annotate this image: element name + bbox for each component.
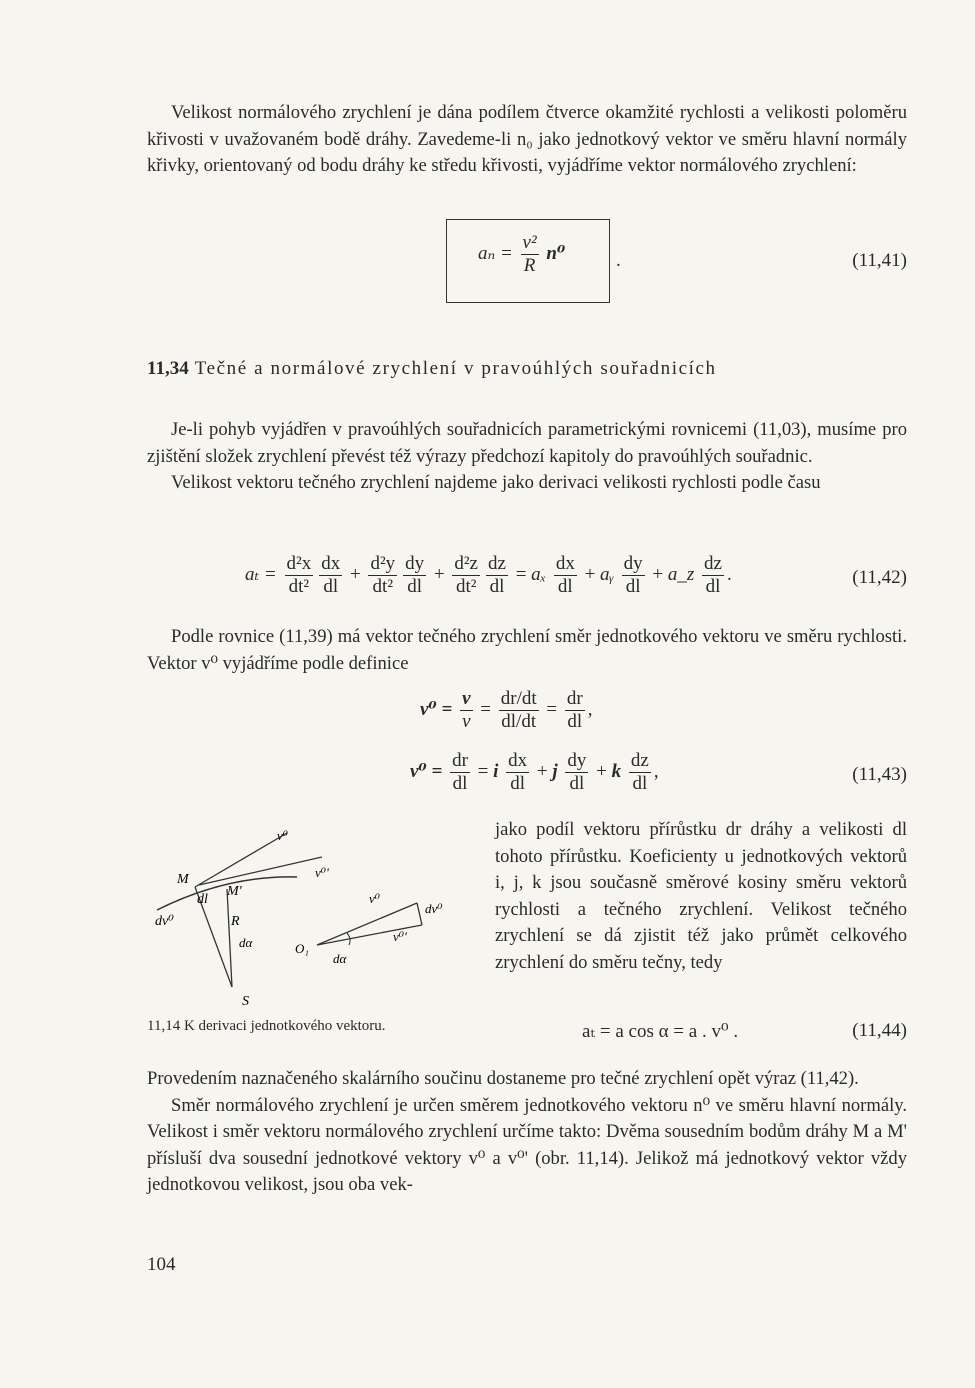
eq42-t3d: dt² <box>455 576 477 597</box>
eq41-den: R <box>523 255 536 276</box>
paragraph-6-text: Směr normálového zrychlení je určen směrem jednotkového vektoru n⁰ ve směru hlavní normály. Velikost i směr vektoru normálového zrychlení určíme takto: Dvěma sousedním bodům dráhy M a M' přísluší dva sousední jednotkové vektory v⁰ a v⁰' (obr. 11,14). Jelikož má jednotkový vektor vždy jednotkovou velikost, jsou oba vek- <box>147 1094 907 1195</box>
eq42-t1 <box>285 553 314 598</box>
eq42-number: (11,42) <box>852 567 907 588</box>
figure-label-small-v0p: v⁰' <box>393 929 407 944</box>
paragraph-4-text: Podle rovnice (11,39) má vektor tečného zrychlení směr jednotkového vektoru ve směru rychlosti. Vektor v⁰ vyjádříme podle definice <box>147 626 907 674</box>
eq43b-j: j <box>552 760 558 782</box>
eq43a-f2 <box>499 688 539 733</box>
figure-label-v0p: v⁰' <box>315 865 329 880</box>
eq42-t2b <box>403 553 426 598</box>
figure-vector-v0p <box>199 857 322 885</box>
eq43a-f3n: dr <box>566 688 583 709</box>
eq43b-kn: dz <box>630 750 649 771</box>
eq42-t3bd: dl <box>489 576 505 597</box>
eq43b-k: k <box>611 760 622 782</box>
eq42-r3d: dl <box>705 576 721 597</box>
eq41-frac <box>521 232 539 277</box>
equation-11-43b: v⁰ = $\frac{dr}{dl}$ = i $\frac{dx}{dl}$ + j $\frac{dy}{dl}$ + k $\frac{dz}{dl}$ , <box>410 750 659 794</box>
eq42-r1n: dx <box>555 553 575 574</box>
eq42-t3n: d²z <box>454 553 478 574</box>
eq43b-lhs: v⁰ = <box>410 760 443 782</box>
equation-11-41 <box>478 232 565 277</box>
eq43b-kd: dl <box>632 773 648 794</box>
eq43a-f3d: dl <box>567 711 583 732</box>
eq43a-f2d: dl/dt <box>501 711 537 732</box>
eq43b-jn: dy <box>567 750 587 771</box>
eq41-lhs: aₙ = <box>478 242 513 264</box>
eq43b-fj <box>565 750 588 795</box>
equation-11-43a: v⁰ = $\frac{v}{v}$ = $\frac{dr/dt}{dl/dt}$ = $\frac{dr}{dl}$ , <box>420 688 593 732</box>
eq41-num: v² <box>522 232 537 253</box>
eq42-ax: aₓ <box>531 563 547 585</box>
eq42-lhs: aₜ = <box>245 563 277 585</box>
paragraph-5 <box>147 1066 907 1199</box>
paragraph-2 <box>147 417 907 497</box>
eq42-t1bd: dl <box>323 576 339 597</box>
eq43b-fk <box>629 750 651 795</box>
eq42-t2 <box>368 553 397 598</box>
eq43a-f1n: v <box>462 688 471 709</box>
eq42-t1d: dt² <box>288 576 310 597</box>
figure-label-M: M <box>177 872 189 887</box>
figure-small-dv0 <box>417 903 422 925</box>
eq43b-in: dx <box>508 750 528 771</box>
eq42-r1d: dl <box>557 576 573 597</box>
eq43b-fi <box>506 750 529 795</box>
eq42-t3b <box>486 553 508 598</box>
figure-label-small-v0: v⁰ <box>369 891 380 906</box>
eq43b-f1n: dr <box>452 750 468 771</box>
eq41-dot: . <box>616 250 621 271</box>
eq43a-f1 <box>460 688 472 733</box>
figure-label-R: R <box>231 914 240 929</box>
eq42-t1b <box>319 553 342 598</box>
eq41-number: (11,41) <box>852 250 907 271</box>
eq42-t3bn: dz <box>488 553 506 574</box>
figure-label-dl: dl <box>197 892 208 907</box>
figure-radius-2 <box>227 889 232 987</box>
eq43a-f1d: v <box>462 711 471 732</box>
figure-label-Mp: M' <box>227 884 242 899</box>
section-title: Tečné a normálové zrychlení v pravoúhlých souřadnicích <box>194 358 717 379</box>
figure-label-v0: v⁰ <box>277 828 288 843</box>
paragraph-5-text: Provedením naznačeného skalárního součinu dostaneme pro tečné zrychlení opět výraz (11,42). <box>147 1068 859 1089</box>
eq42-ay: aᵧ <box>600 563 614 585</box>
figure-label-S: S <box>242 994 249 1009</box>
figure-label-O1: O₁ <box>295 941 309 956</box>
section-number: 11,34 <box>147 358 189 379</box>
eq43b-id: dl <box>510 773 526 794</box>
figure-side-text: jako podíl vektoru přírůstku dr dráhy a velikosti dl tohoto přírůstku. Koeficienty u jednotkových vektorů i, j, k jsou současně směrové kosiny směru vektorů rychlosti a tečného zrychlení. Velikost tečného zrychlení se dá zjistit též jako průmět celkového zrychlení do směru tečny, tedy <box>495 819 907 973</box>
eq42-t2d: dt² <box>372 576 394 597</box>
figure-label-small-dv0: dv⁰ <box>425 901 443 916</box>
eq43b-i: i <box>493 760 499 782</box>
figure-vector-v0 <box>195 833 287 887</box>
paragraph-3-text: Velikost vektoru tečného zrychlení najdeme jako derivaci velikosti rychlosti podle času <box>171 472 821 493</box>
eq42-r2 <box>622 553 645 598</box>
eq43b-jd: dl <box>569 773 585 794</box>
paragraph-4 <box>147 624 907 677</box>
eq43a-f2n: dr/dt <box>500 688 537 709</box>
paragraph-1 <box>147 100 907 180</box>
paragraph-2-text: Je-li pohyb vyjádřen v pravoúhlých souřadnicích parametrickými rovnicemi (11,03), musíme pro zjištění složek zrychlení převést též výrazy předchozí kapitoly do pravoúhlých souřadnic. <box>147 419 907 467</box>
section-heading <box>147 358 717 380</box>
equation-11-42: aₜ = $\frac{\text{d²x}}{\text{dt²}}$ $\frac{dx}{dl}$ + $\frac{\text{d²y}}{\text{dt²}}$ $\frac{dy}{dl}$ + $\frac{\text{d²z}}{\text{dt²}}$ $\frac{dz}{dl}$ = aₓ $\frac{dx}{dl}$ + aᵧ $\frac{dy}{dl}$ + a_z $\frac{dz}{dl}$ . <box>245 553 732 597</box>
eq43b-f1d: dl <box>452 773 468 794</box>
eq43a-lhs: v⁰ = <box>420 698 453 720</box>
page-number: 104 <box>147 1254 176 1275</box>
eq42-r2d: dl <box>625 576 641 597</box>
eq42-az: a_z <box>667 563 695 585</box>
eq44-number: (11,44) <box>852 1020 907 1041</box>
figure-label-small-dalpha: dα <box>333 951 347 966</box>
eq41-rhs: n⁰ <box>546 242 566 264</box>
eq42-t1n: d²x <box>286 553 312 574</box>
eq42-t2bd: dl <box>407 576 423 597</box>
eq42-t2n: d²y <box>370 553 396 574</box>
figure-label-dalpha: dα <box>239 935 253 950</box>
figure-unit-vector <box>147 815 482 1010</box>
eq42-t2bn: dy <box>405 553 425 574</box>
eq42-r3n: dz <box>704 553 722 574</box>
eq42-t1bn: dx <box>321 553 341 574</box>
eq43-number: (11,43) <box>852 764 907 785</box>
figure-label-dv0: dv⁰ <box>155 914 174 929</box>
eq42-r1 <box>554 553 577 598</box>
eq43a-f3 <box>565 688 585 733</box>
eq42-r3 <box>702 553 724 598</box>
eq42-t3 <box>452 553 480 598</box>
eq43b-f1 <box>450 750 470 795</box>
figure-caption: 11,14 K derivaci jednotkového vektoru. <box>147 1018 386 1034</box>
paragraph-1-text: Velikost normálového zrychlení je dána podílem čtverce okamžité rychlosti a velikosti poloměru křivosti v uvažovaném bodě dráhy. Zavedeme-li n₀ jako jednotkový vektor ve směru hlavní normály křivky, orientovaný od bodu dráhy ke středu křivosti, vyjádříme vektor normálového zrychlení: <box>147 102 907 176</box>
eq42-r2n: dy <box>623 553 643 574</box>
equation-11-44: aₜ = a cos α = a . v⁰ . <box>582 1021 739 1042</box>
